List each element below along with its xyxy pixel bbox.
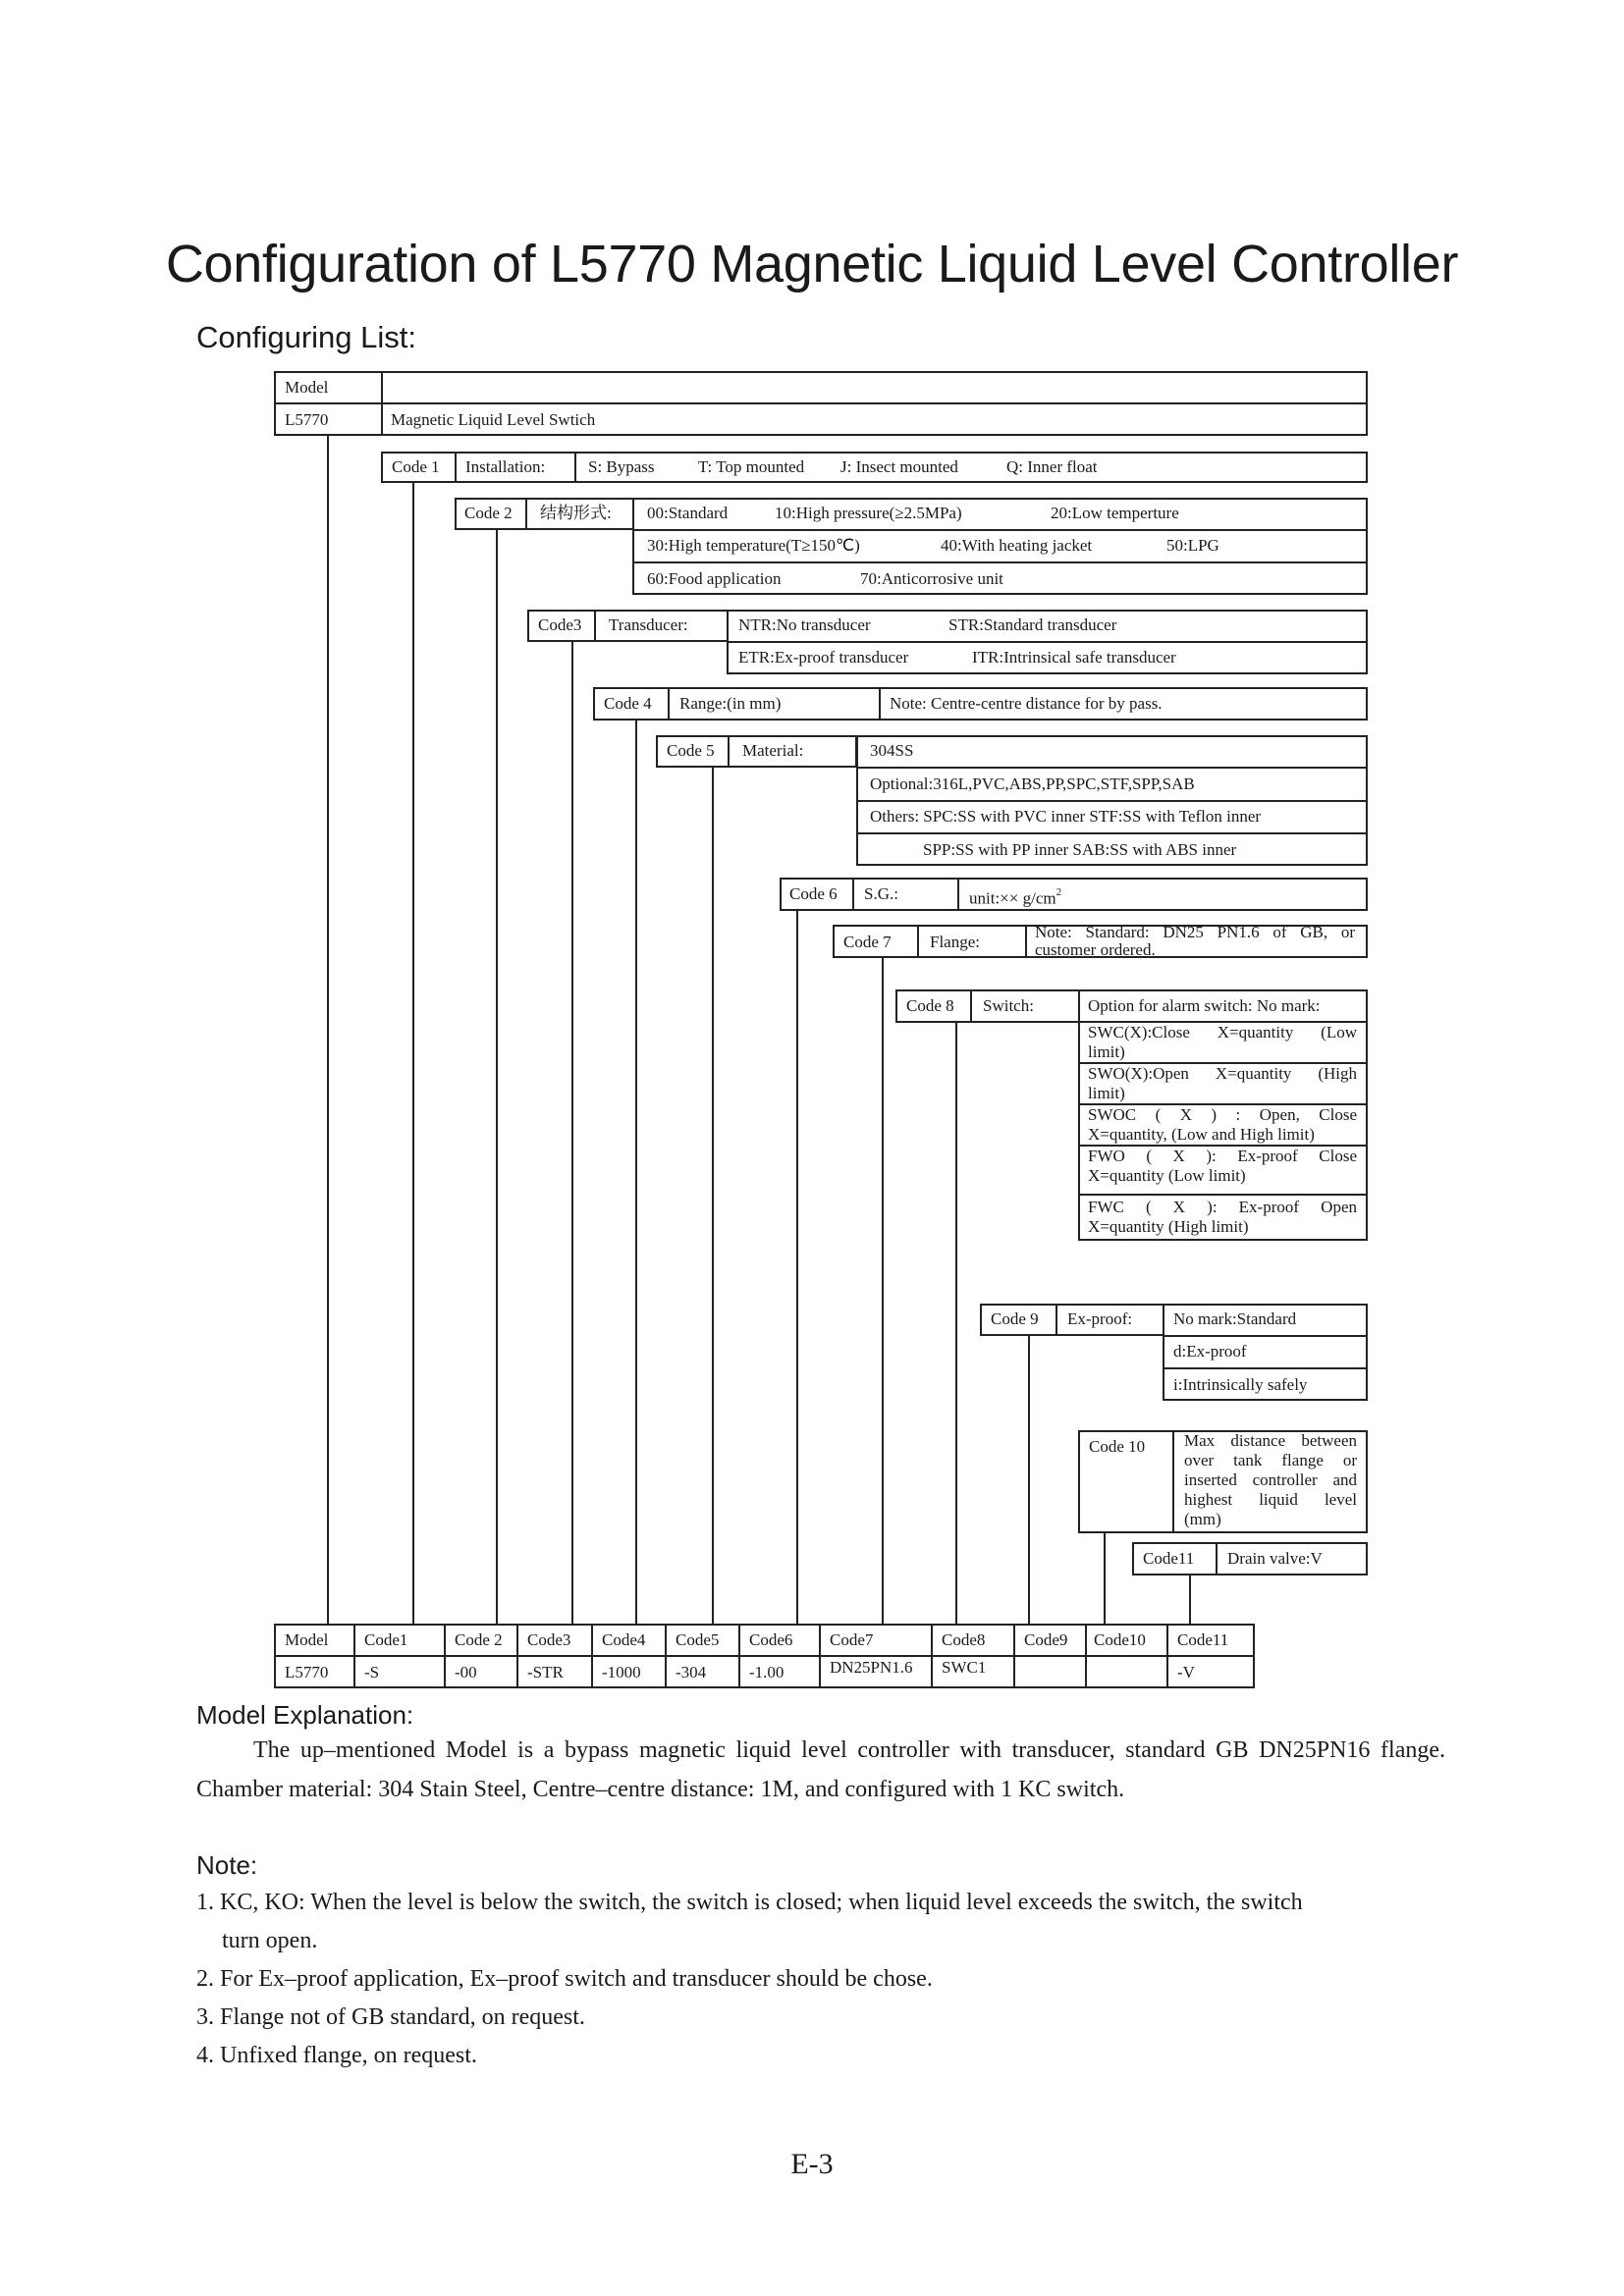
example-header-code2: Code 2 (455, 1630, 503, 1649)
code8-option-fwc-line2: X=quantity (High limit) (1088, 1217, 1249, 1236)
code9-option-i: i:Intrinsically safely (1173, 1375, 1308, 1394)
note-item-3: 3. Flange not of GB standard, on request. (196, 2004, 585, 2030)
code1-option-j: J: Insect mounted (840, 457, 958, 476)
example-value-code11: -V (1177, 1663, 1195, 1682)
code6-unit: unit:×× $g/cm^2$ (969, 886, 1062, 908)
example-header-code8: Code8 (942, 1630, 986, 1649)
example-value-code5: -304 (676, 1663, 707, 1682)
example-value-code7: DN25PN1.6 (830, 1658, 913, 1677)
model-label: Model (285, 378, 329, 397)
code2-option-20: 20:Low temperture (1051, 504, 1179, 522)
code8-option-swo-line1: SWO(X):Open X=quantity (High (1088, 1064, 1357, 1083)
code10-desc-line1: Max distance between (1184, 1431, 1357, 1450)
code9-name: Ex-proof: (1067, 1309, 1133, 1328)
code3-label: Code3 (538, 615, 582, 634)
code1-option-s: S: Bypass (588, 457, 655, 476)
code6-label: Code 6 (789, 884, 838, 903)
code1-label: Code 1 (392, 457, 440, 476)
code7-label: Code 7 (843, 933, 892, 951)
example-header-code11: Code11 (1177, 1630, 1229, 1649)
configuring-list-heading: Configuring List: (196, 320, 417, 354)
code4-note: Note: Centre-centre distance for by pass. (890, 694, 1163, 713)
note-item-2: 2. For Ex–proof application, Ex–proof switch and transducer should be chose. (196, 1966, 933, 1992)
model-description: Magnetic Liquid Level Swtich (391, 410, 596, 429)
note-item-1-cont: turn open. (222, 1928, 318, 1953)
example-value-model: L5770 (285, 1663, 329, 1682)
code8-option-fwc-line1: FWC ( X ): Ex-proof Open (1088, 1198, 1357, 1216)
notes-heading: Note: (196, 1850, 258, 1880)
code2-option-70: 70:Anticorrosive unit (860, 569, 1003, 588)
code10-desc-line4: highest liquid level (1184, 1490, 1357, 1509)
code3-option-ntr: NTR:No transducer (738, 615, 871, 634)
code11-desc: Drain valve:V (1227, 1549, 1323, 1568)
code3-option-str: STR:Standard transducer (948, 615, 1117, 634)
code8-header: Option for alarm switch: No mark: (1088, 996, 1321, 1015)
example-value-code4: -1000 (602, 1663, 641, 1682)
code2-label: Code 2 (464, 504, 513, 522)
example-value-code2: -00 (455, 1663, 477, 1682)
code7-note-line1: Note: Standard: DN25 PN1.6 of GB, or (1035, 923, 1355, 941)
example-value-code1: -S (364, 1663, 380, 1682)
code10-desc-line2: over tank flange or (1184, 1451, 1357, 1469)
code8-name: Switch: (983, 996, 1034, 1015)
code8-option-swo-line2: limit) (1088, 1084, 1125, 1102)
code7-note-line2: customer ordered. (1035, 940, 1156, 959)
example-value-code6: -1.00 (749, 1663, 785, 1682)
example-header-code10: Code10 (1094, 1630, 1146, 1649)
code2-name: 结构形式: (540, 504, 612, 522)
page-title: Configuration of L5770 Magnetic Liquid Level Controller (165, 235, 1459, 294)
model-value: L5770 (285, 410, 329, 429)
code2-option-50: 50:LPG (1166, 536, 1219, 555)
example-value-code8: SWC1 (942, 1658, 987, 1677)
example-header-code3: Code3 (527, 1630, 571, 1649)
code9-label: Code 9 (991, 1309, 1039, 1328)
example-header-code6: Code6 (749, 1630, 793, 1649)
code3-option-itr: ITR:Intrinsical safe transducer (972, 648, 1176, 667)
code10-desc-line3: inserted controller and (1184, 1470, 1357, 1489)
code8-option-fwo-line1: FWO ( X ): Ex-proof Close (1088, 1147, 1357, 1165)
code8-option-swc-line1: SWC(X):Close X=quantity (Low (1088, 1023, 1357, 1041)
code6-name: S.G.: (864, 884, 898, 903)
code3-name: Transducer: (609, 615, 688, 634)
code1-option-q: Q: Inner float (1006, 457, 1098, 476)
code11-label: Code11 (1143, 1549, 1195, 1568)
example-header-code1: Code1 (364, 1630, 408, 1649)
code2-option-00: 00:Standard (647, 504, 729, 522)
code3-option-etr: ETR:Ex-proof transducer (738, 648, 909, 667)
code1-option-t: T: Top mounted (698, 457, 805, 476)
example-header-code9: Code9 (1024, 1630, 1068, 1649)
code10-label: Code 10 (1089, 1437, 1146, 1456)
code8-option-swoc-line2: X=quantity, (Low and High limit) (1088, 1125, 1315, 1144)
code2-option-30: 30:High temperature(T≥150℃) (647, 536, 860, 555)
code9-option-standard: No mark:Standard (1173, 1309, 1297, 1328)
example-header-code4: Code4 (602, 1630, 646, 1649)
code7-name: Flange: (930, 933, 980, 951)
example-value-code3: -STR (527, 1663, 564, 1682)
code5-name: Material: (742, 741, 804, 760)
code8-option-swc-line2: limit) (1088, 1042, 1125, 1061)
code5-others-cont: SPP:SS with PP inner SAB:SS with ABS inner (923, 840, 1237, 859)
code5-optional: Optional:316L,PVC,ABS,PP,SPC,STF,SPP,SAB (870, 774, 1195, 793)
code4-label: Code 4 (604, 694, 652, 713)
code9-option-d: d:Ex-proof (1173, 1342, 1247, 1361)
code8-option-swoc-line1: SWOC ( X ) : Open, Close (1088, 1105, 1357, 1124)
code8-label: Code 8 (906, 996, 954, 1015)
note-item-1: 1. KC, KO: When the level is below the switch, the switch is closed; when liquid level exceeds the switch, the switch (196, 1890, 1303, 1915)
example-header-code5: Code5 (676, 1630, 720, 1649)
page-number: E-3 (790, 2148, 834, 2180)
code4-name: Range:(in mm) (679, 694, 782, 713)
code2-option-60: 60:Food application (647, 569, 782, 588)
code2-option-10: 10:High pressure(≥2.5MPa) (775, 504, 962, 522)
model-explanation-text: The up–mentioned Model is a bypass magnetic liquid level controller with transducer, standard GB DN25PN16 flange. Chamber material: 304 Stain Steel, Centre–centre distance: 1M, and configured with 1 KC switch. (196, 1737, 1445, 1802)
code5-material-304ss: 304SS (870, 741, 914, 760)
code10-desc-line5: (mm) (1184, 1510, 1221, 1528)
code5-others: Others: SPC:SS with PVC inner STF:SS with Teflon inner (870, 807, 1262, 826)
example-header-model: Model (285, 1630, 329, 1649)
model-explanation-heading: Model Explanation: (196, 1700, 414, 1730)
code1-name: Installation: (465, 457, 546, 476)
note-item-4: 4. Unfixed flange, on request. (196, 2043, 477, 2068)
code5-label: Code 5 (667, 741, 715, 760)
example-header-code7: Code7 (830, 1630, 874, 1649)
code2-option-40: 40:With heating jacket (941, 536, 1093, 555)
code8-option-fwo-line2: X=quantity (Low limit) (1088, 1166, 1246, 1185)
